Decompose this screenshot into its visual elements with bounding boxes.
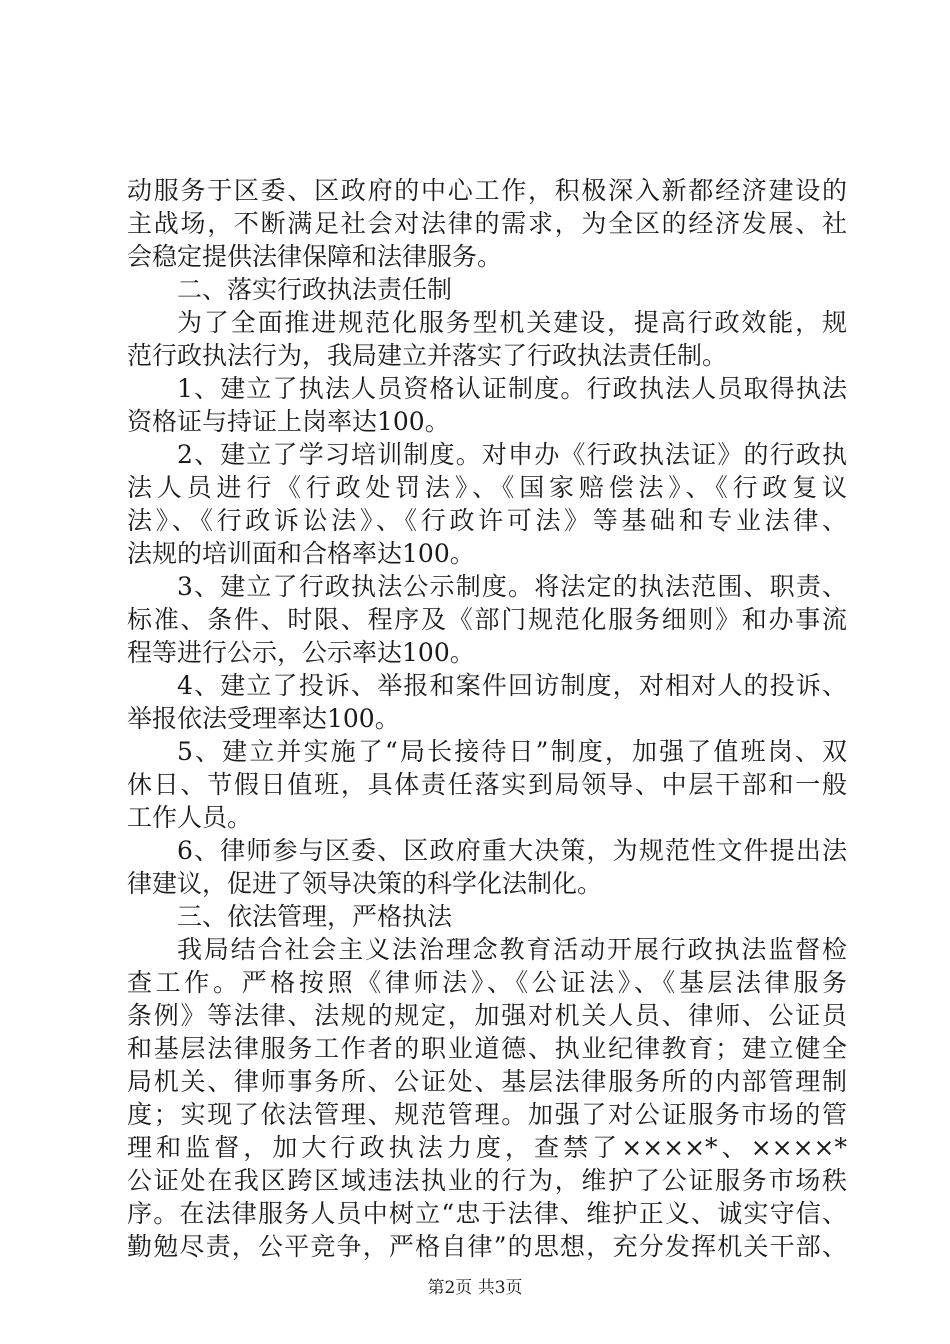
text-line: 度；实现了依法管理、规范管理。加强了对公证服务市场的管 (127, 1100, 847, 1129)
text-line: 法规的培训面和合格率达100。 (127, 539, 475, 568)
page-number: 第2页 共3页 (427, 1278, 523, 1298)
text-line: 公证处在我区跨区域违法执业的行为，维护了公证服务市场秩 (127, 1166, 847, 1195)
text-line: 范行政执法行为，我局建立并落实了行政执法责任制。 (127, 341, 728, 370)
text-line: 程等进行公示，公示率达100。 (127, 638, 475, 667)
section-heading: 三、依法管理，严格执法 (177, 902, 453, 931)
text-line: 局机关、律师事务所、公证处、基层法律服务所的内部管理制 (127, 1067, 847, 1096)
section-heading: 二、落实行政执法责任制 (177, 275, 453, 304)
text-line: 动服务于区委、区政府的中心工作，积极深入新都经济建设的 (127, 176, 847, 205)
text-line: 6、律师参与区委、区政府重大决策，为规范性文件提出法 (177, 836, 847, 865)
text-line: 查工作。严格按照《律师法》、《公证法》、《基层法律服务 (127, 968, 847, 997)
text-line: 资格证与持证上岗率达100。 (127, 407, 450, 436)
text-line: 3、建立了行政执法公示制度。将法定的执法范围、职责、 (177, 572, 847, 601)
text-line: 理和监督，加大行政执法力度，查禁了××××*、××××* (127, 1133, 847, 1162)
text-line: 4、建立了投诉、举报和案件回访制度，对相对人的投诉、 (177, 671, 847, 700)
text-line: 1、建立了执法人员资格认证制度。行政执法人员取得执法 (177, 374, 847, 403)
text-line: 举报依法受理率达100。 (127, 704, 400, 733)
text-line: 为了全面推进规范化服务型机关建设，提高行政效能，规 (177, 308, 847, 337)
text-line: 我局结合社会主义法治理念教育活动开展行政执法监督检 (177, 935, 847, 964)
text-line: 法》、《行政诉讼法》、《行政许可法》等基础和专业法律、 (127, 506, 847, 535)
text-line: 会稳定提供法律保障和法律服务。 (127, 242, 503, 271)
text-line: 序。在法律服务人员中树立“忠于法律、维护正义、诚实守信、 (127, 1199, 847, 1228)
text-line: 律建议，促进了领导决策的科学化法制化。 (127, 869, 603, 898)
text-line: 标准、条件、时限、程序及《部门规范化服务细则》和办事流 (127, 605, 847, 634)
text-line: 和基层法律服务工作者的职业道德、执业纪律教育；建立健全 (127, 1034, 847, 1063)
text-line: 2、建立了学习培训制度。对申办《行政执法证》的行政执 (177, 440, 847, 469)
text-line: 法人员进行《行政处罚法》、《国家赔偿法》、《行政复议 (127, 473, 847, 502)
text-line: 休日、节假日值班，具体责任落实到局领导、中层干部和一般 (127, 770, 847, 799)
text-line: 条例》等法律、法规的规定，加强对机关人员、律师、公证员 (127, 1001, 847, 1030)
text-line: 工作人员。 (127, 803, 253, 832)
text-line: 主战场，不断满足社会对法律的需求，为全区的经济发展、社 (127, 209, 847, 238)
text-line: 勤勉尽责，公平竞争，严格自律”的思想，充分发挥机关干部、 (127, 1232, 847, 1261)
text-line: 5、建立并实施了“局长接待日”制度，加强了值班岗、双 (177, 737, 847, 766)
